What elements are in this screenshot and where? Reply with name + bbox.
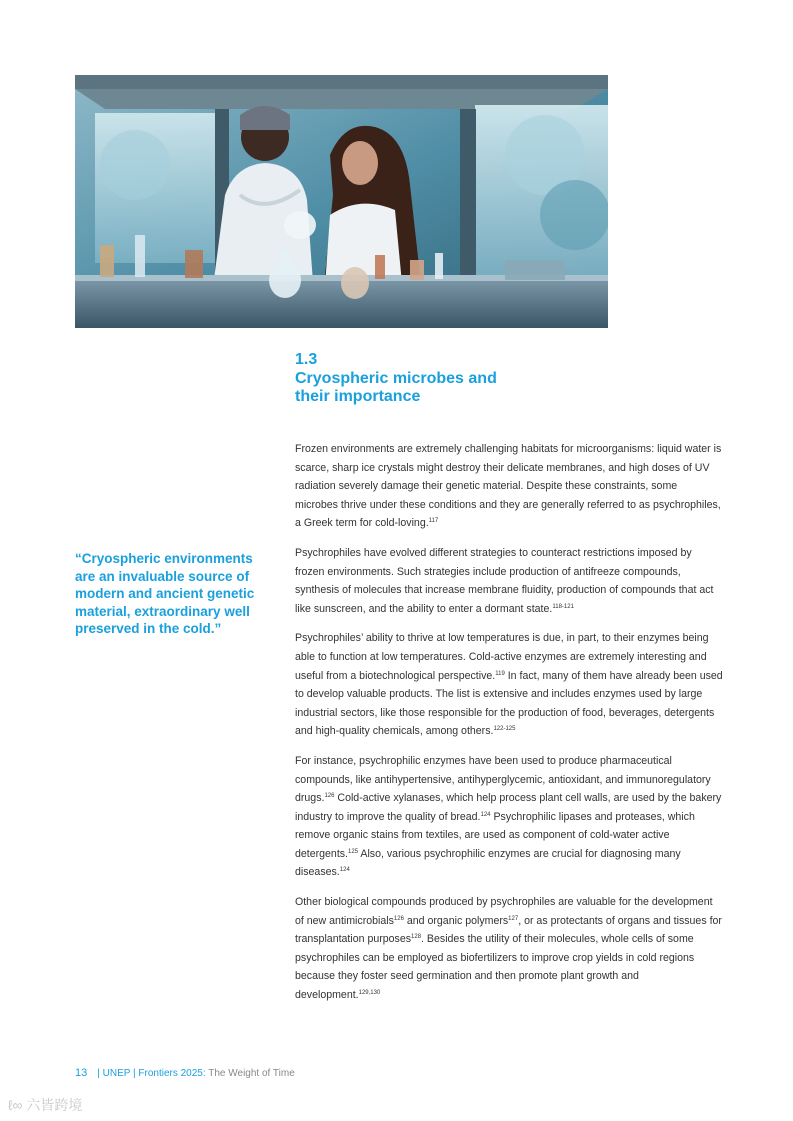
section-number: 1.3 (295, 351, 318, 368)
page-number: 13 (75, 1067, 88, 1079)
pull-quote: “Cryospheric environments are an invaluable source of modern and ancient genetic material, extraordinary well preserved in the cold.” (75, 551, 255, 637)
citation-ref: 125 (348, 848, 359, 855)
paragraph-text: Psychrophilic lipases and proteases, which remove organic stains from textiles, are used as component of cold-water active detergents. (295, 810, 695, 860)
paragraph-text: For instance, psychrophilic enzymes have been used to produce pharmaceutical compounds, like antihypertensive, antihyperglycemic, antioxidant, and immunoregulatory drugs. (295, 754, 711, 805)
publication-subtitle: The Weight of Time (205, 1068, 295, 1079)
citation-ref: 118-121 (552, 603, 574, 610)
body-text (295, 440, 723, 1016)
citation-ref: 124 (480, 811, 491, 818)
paragraph-text: and organic polymers (403, 914, 509, 927)
citation-ref: 126 (393, 915, 404, 922)
paragraph-text: Frozen environments are extremely challenging habitats for microorganisms: liquid water is scarce, sharp ice crystals might destroy their delicate membranes, and high doses of UV radiation severely damage their genetic material. Despite these constraints, some microbes thrive under these conditions and they are generally referred to as psychrophiles, a Greek term for cold-loving. (295, 443, 722, 530)
paragraph-text: Psychrophiles’ ability to thrive at low temperatures is due, in part, to their enzymes being able to function at low temperatures. Cold-active enzymes are extremely interesting and useful from a biotechnological perspective. (295, 632, 709, 682)
citation-ref: 127 (508, 915, 519, 922)
citation-ref: 129,130 (358, 990, 381, 997)
paragraph (295, 752, 723, 882)
paragraph (295, 893, 723, 1005)
paragraph (295, 440, 723, 533)
paragraph-text: , or as protectants of organs and tissues for transplantation purposes (295, 914, 722, 946)
publication-name: | UNEP | Frontiers 2025: (97, 1068, 206, 1079)
watermark: ℓ∞ 六皆跨境 (8, 1097, 83, 1113)
hero-image (75, 75, 608, 328)
citation-ref: 122-125 (493, 726, 516, 733)
paragraph-text: Also, various psychrophilic enzymes are crucial for diagnosing many diseases. (295, 847, 681, 879)
citation-ref: 117 (428, 518, 439, 525)
page-footer (75, 1066, 295, 1081)
paragraph-text: . Besides the utility of their molecules, whole cells of some psychrophiles can be employed as biofertilizers to improve crop yields in cold regions because they foster seed germination and then promote plant growth and development. (295, 933, 695, 1002)
citation-ref: 119 (495, 670, 505, 677)
paragraph-text: Other biological compounds produced by psychrophiles are valuable for the development of new antimicrobials (295, 896, 713, 927)
paragraph-text: Psychrophiles have evolved different strategies to counteract restrictions imposed by frozen environments. Such strategies include production of antifreeze compounds, synthesis of molecules that increase membrane fluidity, production of compounds that act like sunscreen, and the ability to enter a dormant state. (295, 546, 714, 615)
section-title: Cryospheric microbes and their importance (295, 370, 497, 405)
citation-ref: 126 (324, 793, 335, 800)
citation-ref: 124 (339, 867, 350, 874)
citation-ref: 128 (411, 934, 422, 941)
paragraph-text: Cold-active xylanases, which help process plant cell walls, are used by the bakery industry to improve the quality of bread. (295, 792, 722, 823)
paragraph (295, 629, 723, 741)
paragraph (295, 544, 723, 618)
paragraph-text: In fact, many of them have already been used to develop valuable products. The list is extensive and includes enzymes used by large industrial sectors, like those responsible for the production of food, beverages, detergents and high-quality chemicals, among others. (295, 669, 723, 738)
